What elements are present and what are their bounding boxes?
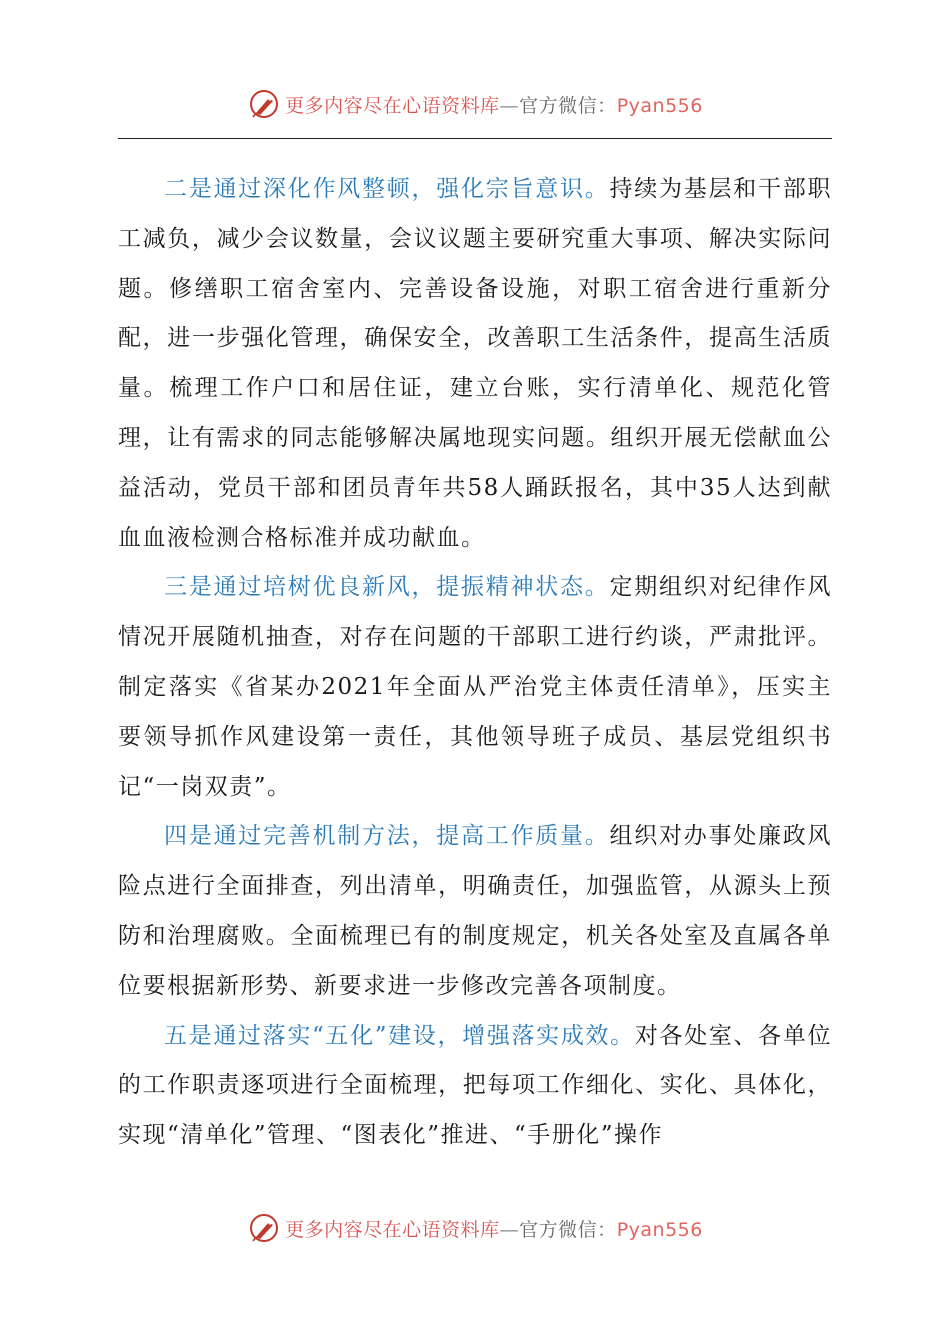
header-wechat-label: 官方微信：: [519, 94, 617, 117]
paragraph-4: [118, 812, 832, 1011]
footer-site-name: 更多内容尽在心语资料库: [285, 1218, 500, 1241]
paragraph-text: 持续为基层和干部职工减负，减少会议数量，会议议题主要研究重大事项、解决实际问题。修缮职工宿舍室内、完善设备设施，对职工宿舍进行重新分配，进一步强化管理，确保安全，改善职工生活条件，提高生活质量。梳理工作户口和居住证，建立台账，实行清单化、规范化管理，让有需求的同志能够解决属地现实问题。组织开展无偿献血公益活动，党员干部和团员青年共58人踊跃报名，其中35人达到献血血液检测合格标准并成功献血。: [118, 176, 832, 551]
header-dash: —: [499, 94, 520, 117]
header-divider: [118, 138, 832, 139]
paragraph-lead: 五是通过落实“五化”建设，增强落实成效。: [164, 1022, 635, 1049]
paragraph-5: [118, 1012, 832, 1161]
paragraph-lead: 二是通过深化作风整顿，强化宗旨意识。: [164, 176, 610, 202]
footer-banner: [0, 1208, 950, 1248]
footer-wechat-label: 官方微信：: [519, 1218, 617, 1241]
header-wechat-id: Pyan556: [616, 94, 703, 117]
pen-nib-logo-icon: [247, 87, 281, 121]
footer-wechat-id: Pyan556: [616, 1218, 703, 1241]
header-site-name: 更多内容尽在心语资料库: [285, 94, 500, 117]
paragraph-3: [118, 563, 832, 812]
footer-banner-text: [285, 1215, 703, 1242]
pen-nib-logo-icon: [247, 1211, 281, 1245]
document-body: [118, 165, 832, 1161]
paragraph-2: [118, 165, 832, 563]
header-banner-text: [285, 91, 703, 118]
paragraph-text: 组织对办事处廉政风险点进行全面排查，列出清单，明确责任，加强监管，从源头上预防和治理腐败。全面梳理已有的制度规定，机关各处室及直属各单位要根据新形势、新要求进一步修改完善各项制度。: [118, 823, 832, 999]
paragraph-lead: 四是通过完善机制方法，提高工作质量。: [164, 823, 610, 850]
paragraph-text: 定期组织对纪律作风情况开展随机抽查，对存在问题的干部职工进行约谈，严肃批评。制定落实《省某办2021年全面从严治党主体责任清单》，压实主要领导抓作风建设第一责任，其他领导班子成员、基层党组织书记“一岗双责”。: [118, 574, 832, 800]
paragraph-text: 对各处室、各单位的工作职责逐项进行全面梳理，把每项工作细化、实化、具体化，实现“清单化”管理、“图表化”推进、“手册化”操作: [118, 1022, 832, 1149]
paragraph-lead: 三是通过培树优良新风，提振精神状态。: [164, 574, 610, 601]
header-banner: [0, 84, 950, 124]
footer-dash: —: [499, 1218, 520, 1241]
